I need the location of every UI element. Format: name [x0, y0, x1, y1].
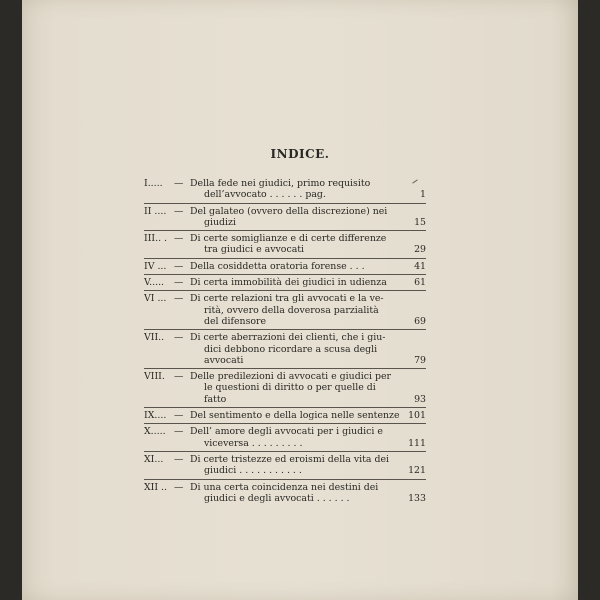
dash: — — [174, 260, 184, 272]
toc-entry — [144, 423, 426, 451]
chapter-title-line: Del galateo (ovvero della discrezione) nei — [190, 205, 388, 217]
book-page — [22, 0, 578, 600]
dash: — — [174, 410, 184, 422]
dash: — — [174, 277, 184, 289]
chapter-title-line: le questioni di diritto o per quelle di — [204, 382, 376, 394]
chapter-title-line: Di una certa coincidenza nei destini dei — [190, 481, 379, 493]
dash: — — [174, 178, 184, 189]
page-number: 29 — [414, 244, 426, 256]
page-number: 1 — [420, 189, 426, 201]
chapter-title-line: Dell’ amore degli avvocati per i giudici e — [190, 426, 383, 438]
dash: — — [174, 453, 184, 465]
chapter-title-line: viceversa . . . . . . . . . — [204, 437, 303, 449]
chapter-title-line: dici debbono ricordare a scusa degli — [204, 343, 378, 355]
chapter-title-line: fatto — [204, 393, 227, 405]
toc-entry — [144, 178, 426, 203]
chapter-number: VI ... — [144, 293, 167, 305]
toc-entry — [144, 230, 426, 258]
chapter-title-line: avvocati — [204, 354, 244, 366]
toc-entry — [144, 451, 426, 479]
chapter-title-line: Di certe aberrazioni dei clienti, che i giu- — [190, 332, 386, 344]
page-number: 69 — [414, 315, 426, 327]
page-number: 101 — [408, 410, 426, 422]
toc-entry — [144, 329, 426, 368]
chapter-number: I..... — [144, 178, 163, 189]
chapter-title-line: dell’avvocato . . . . . . pag. — [204, 189, 326, 201]
dash: — — [174, 481, 184, 493]
toc-entry — [144, 479, 426, 507]
chapter-number: II .... — [144, 205, 167, 217]
chapter-number: X..... — [144, 426, 166, 438]
chapter-number: XII .. — [144, 481, 168, 493]
chapter-title-line: giudizi — [204, 216, 236, 228]
chapter-title-line: Di certa immobilità dei giudici in udienza — [190, 277, 387, 289]
chapter-title-line: giudici . . . . . . . . . . . — [204, 465, 302, 477]
page-number: 61 — [414, 277, 426, 289]
chapter-title-line: Di certe relazioni tra gli avvocati e la ve- — [190, 293, 384, 305]
toc-entry — [144, 290, 426, 329]
toc-entry — [144, 274, 426, 290]
chapter-title-line: Di certe somiglianze e di certe differenze — [190, 233, 387, 245]
chapter-title-line: tra giudici e avvocati — [204, 244, 305, 256]
page-number: 93 — [414, 393, 426, 405]
dash: — — [174, 371, 184, 383]
toc-entry — [144, 203, 426, 231]
dash: — — [174, 293, 184, 305]
page-number: 133 — [408, 492, 426, 504]
dash: — — [174, 426, 184, 438]
chapter-title-line: Delle predilezioni di avvocati e giudici per — [190, 371, 391, 383]
chapter-number: VIII. — [144, 371, 165, 383]
page-number: 15 — [414, 216, 426, 228]
chapter-title-line: Della cosiddetta oratoria forense . . . — [190, 260, 365, 272]
toc-entry — [144, 407, 426, 423]
page-number: 41 — [414, 260, 426, 272]
page-number: 121 — [408, 465, 426, 477]
toc-entry — [144, 368, 426, 407]
dash: — — [174, 332, 184, 344]
chapter-number: VII.. — [144, 332, 165, 344]
page-number: 79 — [414, 354, 426, 366]
chapter-number: IX.... — [144, 410, 167, 422]
chapter-title-line: Di certe tristezze ed eroismi della vita dei — [190, 453, 390, 465]
chapter-number: III.. . — [144, 233, 168, 245]
chapter-title-line: Della fede nei giudici, primo requisito — [190, 178, 371, 189]
dash: — — [174, 205, 184, 217]
chapter-title-line: Del sentimento e della logica nelle sentenze — [190, 410, 400, 422]
dash: — — [174, 233, 184, 245]
table-of-contents — [144, 178, 426, 506]
chapter-number: XI... — [144, 453, 164, 465]
page-number: 111 — [408, 437, 426, 449]
chapter-title-line: rità, ovvero della doverosa parzialità — [204, 304, 379, 316]
chapter-title-line: del difensore — [204, 315, 267, 327]
toc-entry — [144, 258, 426, 274]
chapter-number: V..... — [144, 277, 165, 289]
chapter-title-line: giudici e degli avvocati . . . . . . — [204, 492, 350, 504]
chapter-number: IV ... — [144, 260, 167, 272]
page-title: INDICE. — [270, 147, 330, 161]
